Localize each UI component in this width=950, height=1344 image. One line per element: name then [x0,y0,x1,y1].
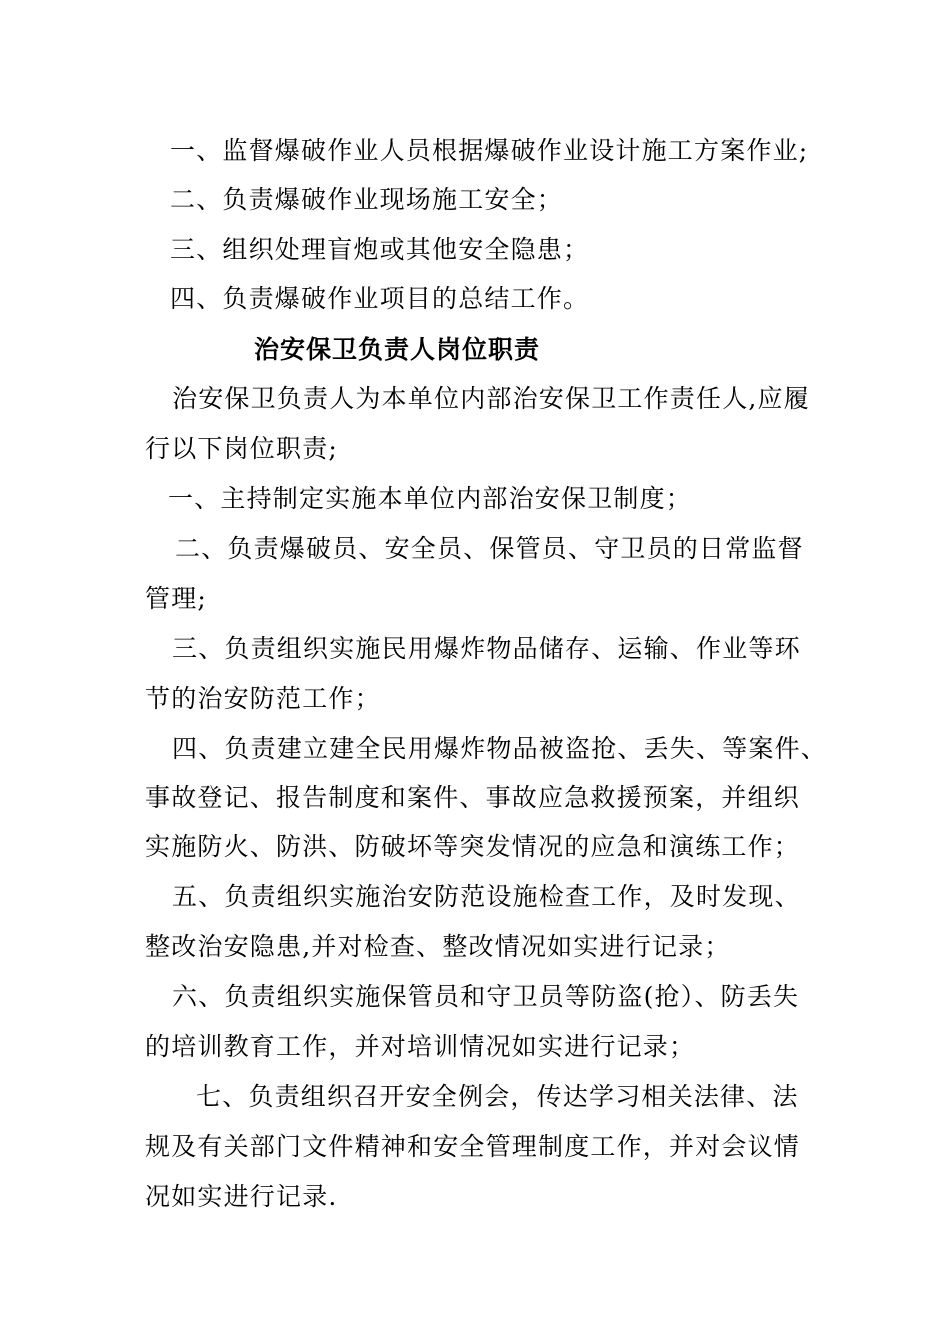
duty-6-line-2: 的培训教育工作，并对培训情况如实进行记录； [145,1032,696,1061]
section-intro-line-2: 行以下岗位职责; [145,434,339,463]
duty-7-line-3: 况如实进行记录. [145,1182,338,1211]
duty-3-line-1: 三、负责组织实施民用爆炸物品储存、运输、作业等环 [172,634,801,663]
intro-item-3: 三、组织处理盲炮或其他安全隐患； [170,235,590,264]
section-intro-line-1: 治安保卫负责人为本单位内部治安保卫工作责任人,应履 [172,384,810,413]
duty-2-line-2: 管理; [145,584,208,613]
intro-item-1: 一、监督爆破作业人员根据爆破作业设计施工方案作业; [170,136,809,165]
duty-4-line-1: 四、负责建立建全民用爆炸物品被盗抢、丢失、等案件、 [172,734,828,763]
section-title: 治安保卫负责人岗位职责 [254,335,541,364]
duty-7-line-2: 规及有关部门文件精神和安全管理制度工作，并对会议情 [145,1132,801,1161]
duty-6-line-1: 六、负责组织实施保管员和守卫员等防盗(抢）、防丢失 [172,982,800,1011]
duty-4-line-3: 实施防火、防洪、防破坏等突发情况的应急和演练工作； [145,832,801,861]
duty-1-line-1: 一、主持制定实施本单位内部治安保卫制度； [168,484,693,513]
duty-2-line-1: 二、负责爆破员、安全员、保管员、守卫员的日常监督 [175,534,804,563]
duty-4-line-2: 事故登记、报告制度和案件、事故应急救援预案，并组织 [145,783,801,812]
intro-item-4: 四、负责爆破作业项目的总结工作。 [170,284,590,313]
duty-3-line-2: 节的治安防范工作； [145,684,381,713]
duty-7-line-1: 七、负责组织召开安全例会，传达学习相关法律、法 [196,1082,799,1111]
duty-5-line-1: 五、负责组织实施治安防范设施检查工作，及时发现、 [172,882,801,911]
intro-item-2: 二、负责爆破作业现场施工安全； [170,185,564,214]
duty-5-line-2: 整改治安隐患,并对检查、整改情况如实进行记录； [145,932,731,961]
